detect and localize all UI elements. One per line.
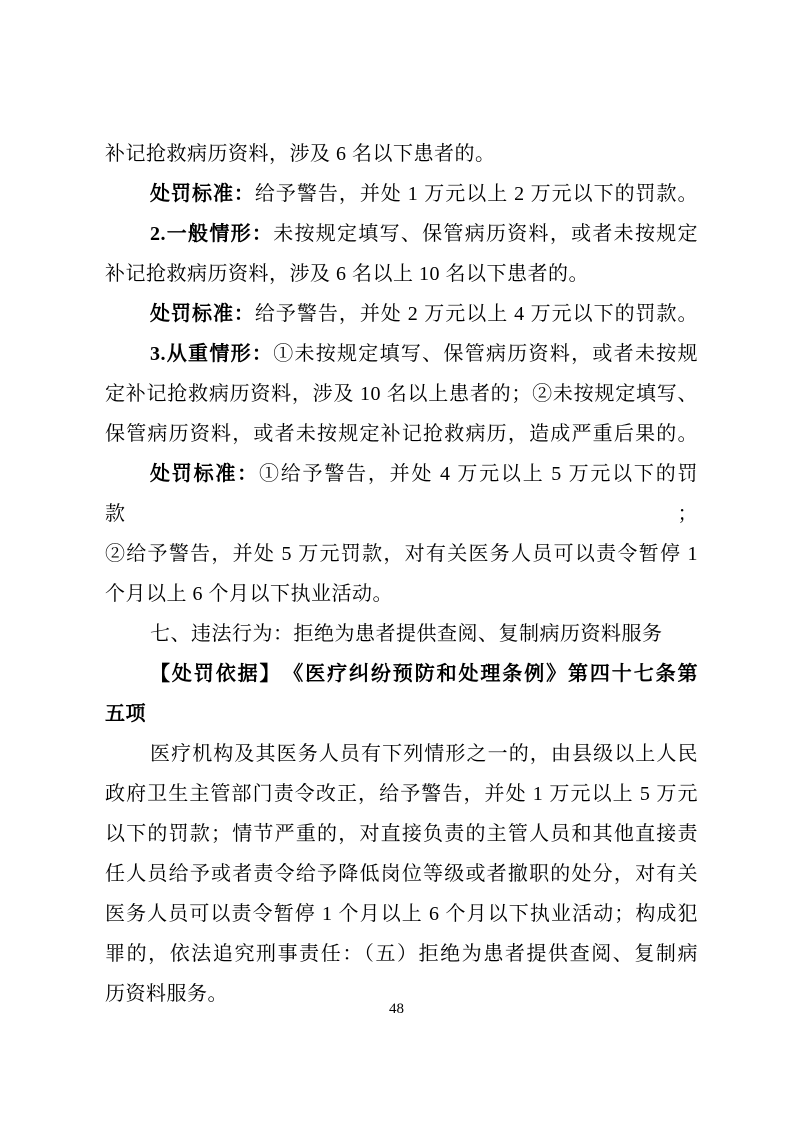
text-line <box>105 374 698 414</box>
text-segment: 七、违法行为：拒绝为患者提供查阅、复制病历资料服务 <box>150 623 663 645</box>
text-line <box>105 574 698 614</box>
text-segment: 定补记抢救病历资料，涉及 10 名以上患者的；②未按规定填写、 <box>105 383 698 405</box>
text-line <box>105 174 698 214</box>
text-segment-bold: 处罚标准： <box>150 303 255 325</box>
text-segment-bold: 3.从重情形： <box>150 343 274 365</box>
text-line <box>105 734 698 774</box>
text-line <box>105 294 698 334</box>
text-line <box>105 214 698 254</box>
text-line <box>105 694 698 734</box>
text-line <box>105 774 698 814</box>
page-number: 48 <box>389 1001 404 1017</box>
text-segment: 补记抢救病历资料，涉及 6 名以下患者的。 <box>105 143 496 165</box>
text-segment: 个月以上 6 个月以下执业活动。 <box>105 583 393 605</box>
text-segment-bold: 处罚标准： <box>150 463 259 485</box>
text-segment: 给予警告，并处 2 万元以上 4 万元以下的罚款。 <box>254 303 699 325</box>
text-segment: 以下的罚款；情节严重的，对直接负责的主管人员和其他直接责 <box>105 823 698 845</box>
text-segment: 医务人员可以责令暂停 1 个月以上 6 个月以下执业活动；构成犯 <box>105 903 698 925</box>
text-line <box>105 894 698 934</box>
text-line <box>105 534 698 574</box>
text-segment: 任人员给予或者责令给予降低岗位等级或者撤职的处分，对有关 <box>105 863 698 885</box>
text-segment-bold: 处罚标准： <box>150 183 255 205</box>
text-segment: 医疗机构及其医务人员有下列情形之一的，由县级以上人民 <box>150 743 698 765</box>
text-line <box>105 254 698 294</box>
text-segment-bold: 五项 <box>105 703 146 725</box>
text-line <box>105 934 698 974</box>
text-line <box>105 454 698 534</box>
text-line <box>105 654 698 694</box>
text-segment-bold: 2.一般情形： <box>150 223 274 245</box>
text-line <box>105 334 698 374</box>
text-line <box>105 134 698 174</box>
text-segment: ①给予警告，并处 4 万元以上 5 万元以下的罚款； <box>105 463 699 525</box>
text-segment-bold: 【处罚依据】 《医疗纠纷预防和处理条例》第四十七条第 <box>150 663 698 685</box>
text-segment: ①未按规定填写、保管病历资料，或者未按规 <box>273 343 699 365</box>
text-segment: 补记抢救病历资料，涉及 6 名以上 10 名以下患者的。 <box>105 263 589 285</box>
text-segment: 罪的，依法追究刑事责任：（五）拒绝为患者提供查阅、复制病 <box>105 943 698 965</box>
text-segment: 政府卫生主管部门责令改正，给予警告，并处 1 万元以上 5 万元 <box>105 783 698 805</box>
text-segment: ②给予警告，并处 5 万元罚款，对有关医务人员可以责令暂停 1 <box>105 543 698 565</box>
text-segment: 保管病历资料，或者未按规定补记抢救病历，造成严重后果的。 <box>105 423 698 445</box>
text-line <box>105 854 698 894</box>
text-line <box>105 414 698 454</box>
text-block <box>105 134 698 1014</box>
text-line <box>105 614 698 654</box>
text-line <box>105 814 698 854</box>
text-segment: 未按规定填写、保管病历资料，或者未按规定 <box>273 223 699 245</box>
text-segment: 历资料服务。 <box>105 983 228 1005</box>
text-segment: 给予警告，并处 1 万元以上 2 万元以下的罚款。 <box>254 183 699 205</box>
